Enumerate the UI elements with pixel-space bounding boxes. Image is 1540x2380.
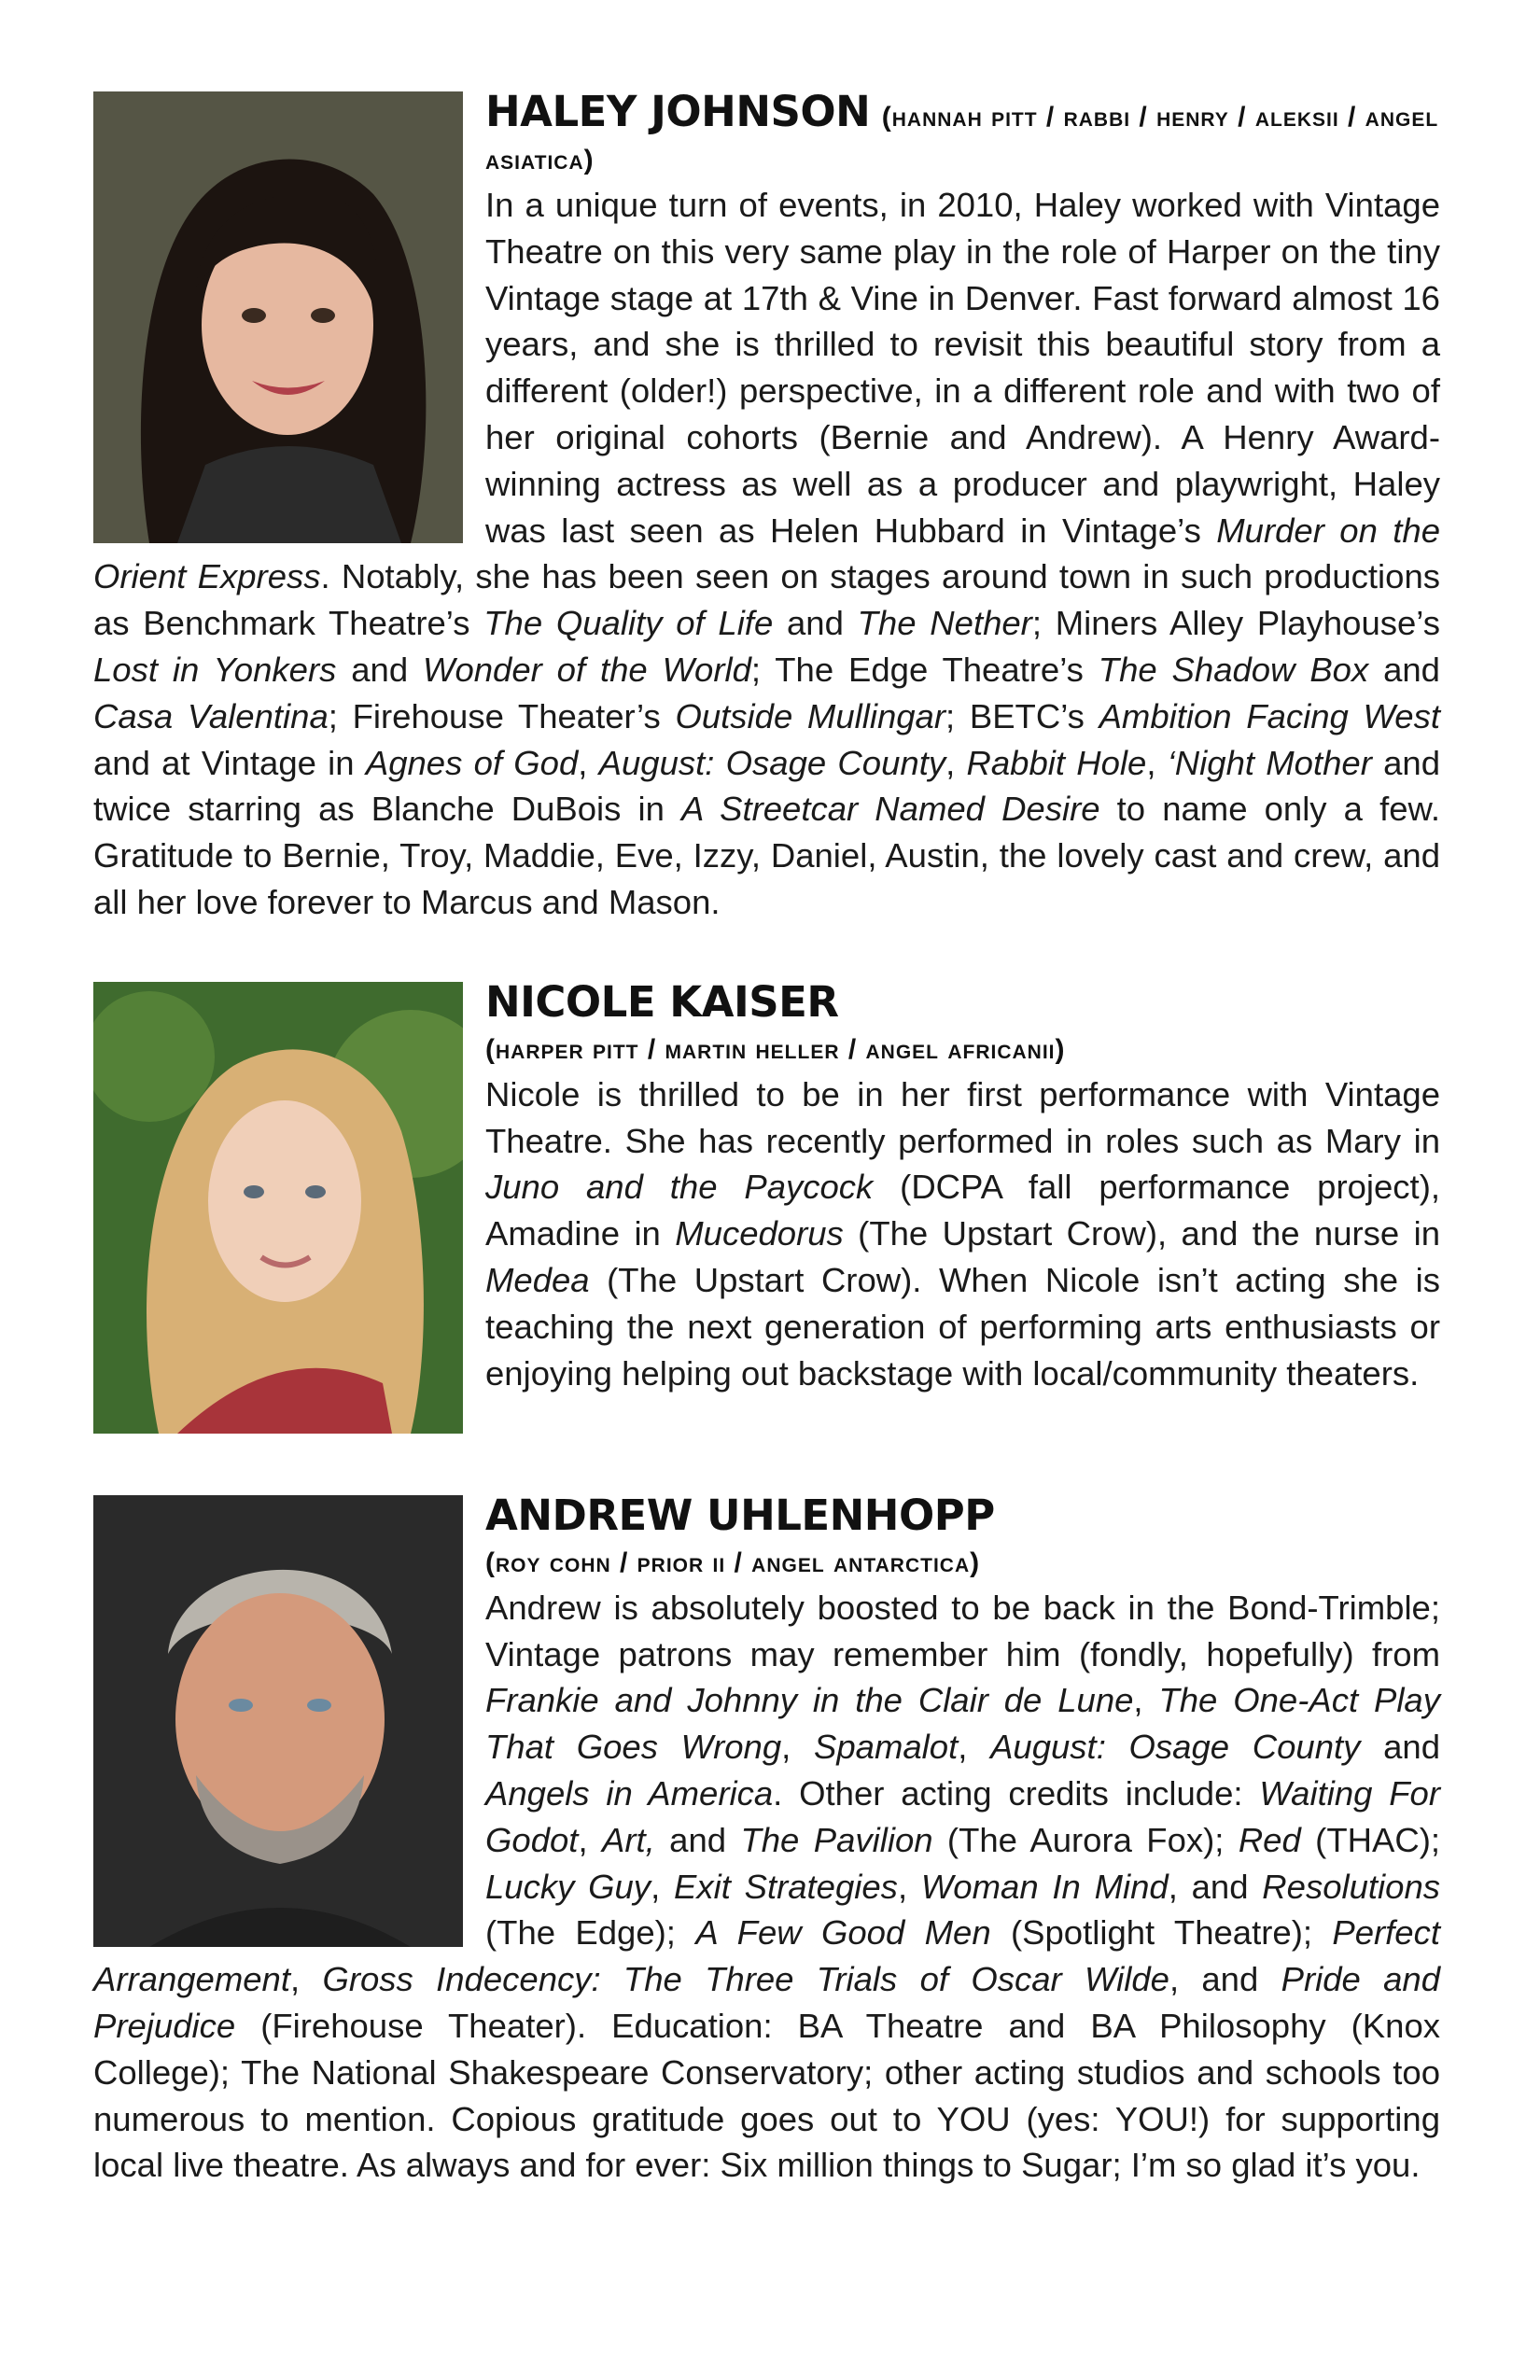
production-title: August: Osage County — [598, 743, 946, 782]
bio-text-run: (Spotlight Theatre); — [990, 1913, 1333, 1953]
bio-text-run: Nicole is thrilled to be in her first performance with Vintage Theatre. She has recently performed in roles such as Mary in — [485, 1074, 1440, 1160]
production-title: Lucky Guy — [485, 1867, 651, 1906]
production-title: Red — [1238, 1820, 1301, 1859]
bio-text-run: ; Miners Alley Playhouse’s — [1031, 604, 1440, 643]
production-title: ‘Night Mother — [1167, 743, 1372, 782]
production-title: Pride and Prejudice — [93, 1960, 1441, 2045]
production-title: The One-Act Play That Goes Wrong — [485, 1681, 1440, 1767]
bio-text-run: , — [290, 1960, 323, 1999]
production-title: Wonder of the World — [423, 650, 751, 689]
bio-text-run: , and — [1169, 1960, 1281, 1999]
bio-text-run: and — [336, 650, 423, 689]
bio-text-run: and at Vintage in — [93, 743, 366, 782]
bio-text-run: (The Aurora Fox); — [932, 1820, 1239, 1859]
bio-page — [93, 86, 1440, 2189]
bio-text-run: , — [578, 1820, 602, 1859]
production-title: A Streetcar Named Desire — [681, 790, 1100, 829]
bio-text-run: , — [1133, 1681, 1159, 1720]
bio-text-run: , and — [1168, 1867, 1263, 1906]
production-title: Resolutions — [1262, 1867, 1440, 1906]
bio-text-run: and — [1368, 650, 1440, 689]
production-title: Casa Valentina — [93, 696, 329, 735]
bio-text-run: to name only a few. Gratitude to Bernie, Troy, Maddie, Eve, Izzy, Daniel, Austin, the lovely cast and crew, and all her love forever to Marcus and Mason. — [93, 790, 1440, 921]
bio-text-run: , — [945, 743, 967, 782]
bio-text-run: ; BETC’s — [945, 696, 1099, 735]
bio-text-run: and twice starring as Blanche DuBois in — [93, 743, 1440, 829]
production-title: Medea — [485, 1260, 590, 1299]
bio-text-run: . Other acting credits include: — [773, 1773, 1260, 1813]
headshot-andrew-uhlenhopp — [93, 1495, 463, 1947]
actor-roles: (harper pitt / martin heller / angel africanii) — [485, 1033, 1066, 1065]
bio-text-run: and — [654, 1820, 741, 1859]
bio-text-run: (Firehouse Theater). Education: BA Theatre and BA Philosophy (Knox College); The National Shakespeare Conservatory; other acting studios and schools too numerous to mention. Copious gratitude goes out to YOU (yes: YOU!) for supporting local live theatre. As always and for ever: Six million things to Sugar; I’m so glad it’s you. — [93, 2006, 1440, 2185]
production-title: Murder on the Orient Express — [93, 511, 1441, 596]
production-title: The Pavilion — [740, 1820, 933, 1859]
production-title: August: Osage County — [990, 1728, 1361, 1767]
production-title: Spamalot — [814, 1728, 959, 1767]
production-title: Frankie and Johnny in the Clair de Lune — [485, 1681, 1134, 1720]
production-title: Exit Strategies — [673, 1867, 898, 1906]
production-title: Juno and the Paycock — [485, 1168, 874, 1207]
production-title: Agnes of God — [365, 743, 579, 782]
bio-text-run: (The Upstart Crow). When Nicole isn’t acting she is teaching the next generation of performing arts enthusiasts or enjoying helping out backstage with local/community theaters. — [485, 1260, 1440, 1393]
actor-roles: (hannah pitt / rabbi / henry / aleksii / angel asiatica) — [485, 102, 1439, 175]
bio-text-run: , — [781, 1728, 815, 1767]
actor-roles: (roy cohn / prior ii / angel antarctica) — [485, 1547, 981, 1578]
production-title: Woman In Mind — [920, 1867, 1169, 1906]
bio-text-run: , — [1146, 743, 1168, 782]
production-title: Perfect Arrangement — [93, 1913, 1440, 1999]
bio-text-run: ; The Edge Theatre’s — [750, 650, 1099, 689]
bio-text-run: (The Upstart Crow), and the nurse in — [843, 1214, 1440, 1253]
bio-text-run: and — [773, 604, 858, 643]
bio-text-run: , — [958, 1728, 991, 1767]
headshot-haley-johnson — [93, 91, 463, 543]
production-title: Waiting For Godot — [485, 1773, 1440, 1859]
actor-name: NICOLE KAISER — [485, 976, 839, 1027]
bio-text-run: ; Firehouse Theater’s — [328, 696, 676, 735]
production-title: Ambition Facing West — [1099, 696, 1440, 735]
bio-haley-johnson — [93, 86, 1440, 926]
actor-name: ANDREW UHLENHOPP — [485, 1490, 995, 1540]
bio-text-run: , — [897, 1867, 921, 1906]
production-title: Rabbit Hole — [966, 743, 1147, 782]
bio-text-run: , — [578, 743, 599, 782]
bio-text-run: and — [1360, 1728, 1441, 1767]
bio-text-run: (DCPA fall performance project), Amadine in — [485, 1168, 1440, 1253]
bio-text-run: Andrew is absolutely boosted to be back in the Bond-Trimble; Vintage patrons may remember him (fondly, hopefully) from — [485, 1588, 1440, 1673]
bio-text-run: , — [651, 1867, 674, 1906]
production-title: Angels in America — [485, 1773, 774, 1813]
bio-andrew-uhlenhopp — [93, 1490, 1440, 2189]
production-title: Mucedorus — [675, 1214, 844, 1253]
production-title: Art, — [601, 1820, 655, 1859]
production-title: Outside Mullingar — [675, 696, 946, 735]
bio-text-run: (THAC); — [1300, 1820, 1440, 1859]
production-title: Lost in Yonkers — [93, 650, 337, 689]
bio-text-run: . Notably, she has been seen on stages around town in such productions as Benchmark Theatre’s — [93, 557, 1440, 643]
actor-name: HALEY JOHNSON — [485, 87, 871, 136]
production-title: The Quality of Life — [483, 604, 774, 643]
bio-text-run: (The Edge); — [485, 1913, 696, 1953]
bio-text-run: In a unique turn of events, in 2010, Haley worked with Vintage Theatre on this very same play in the role of Harper on the tiny Vintage stage at 17th & Vine in Denver. Fast forward almost 16 years, and she is thrilled to revisit this beautiful story from a different (older!) perspective, in a different role and with two of her original cohorts (Bernie and Andrew). A Henry Award-winning actress as well as a producer and playwright, Haley was last seen as Helen Hubbard in Vintage’s — [485, 186, 1440, 550]
production-title: A Few Good Men — [695, 1913, 991, 1953]
production-title: The Shadow Box — [1098, 650, 1369, 689]
headshot-nicole-kaiser — [93, 982, 463, 1434]
bio-nicole-kaiser — [93, 976, 1440, 1439]
production-title: The Nether — [857, 604, 1032, 643]
production-title: Gross Indecency: The Three Trials of Oscar Wilde — [322, 1960, 1169, 1999]
